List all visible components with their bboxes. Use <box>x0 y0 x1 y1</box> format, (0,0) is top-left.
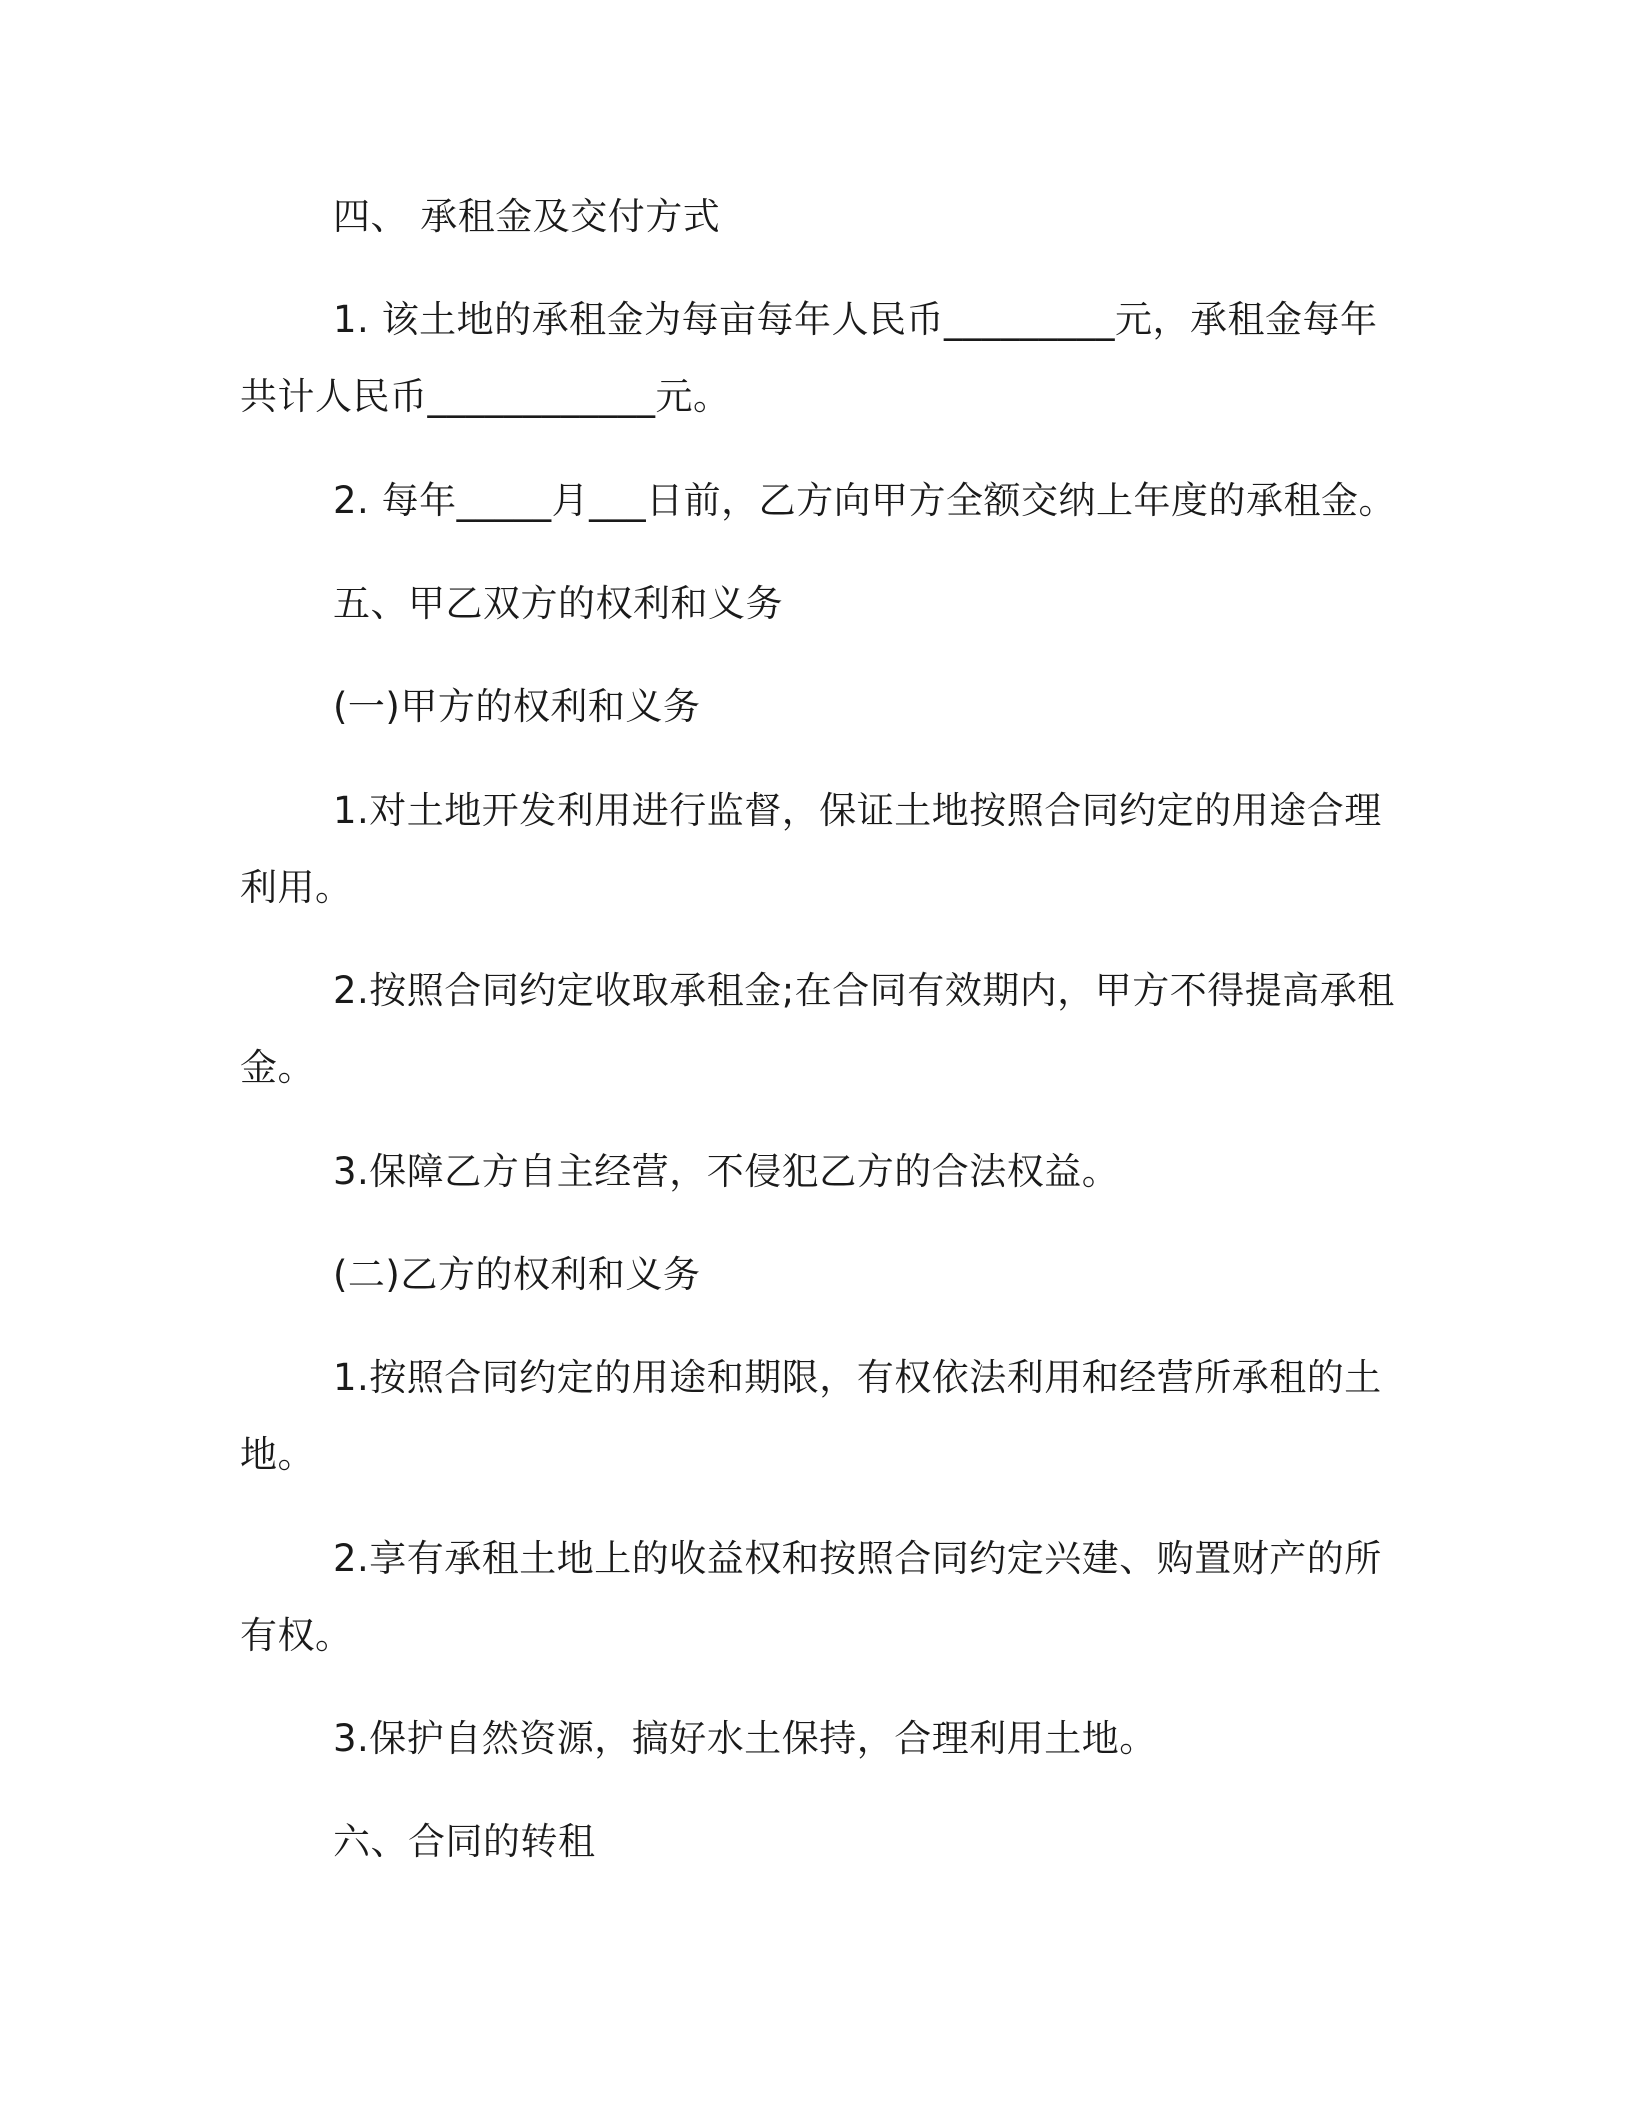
clause-rent-total: 共计人民币____________元。 <box>240 375 731 418</box>
clause-payment-date: 2. 每年_____月___日前，乙方向甲方全额交纳上年度的承租金。 <box>333 479 1397 522</box>
party-a-clause-2: 2.按照合同约定收取承租金;在合同有效期内，甲方不得提高承租 <box>333 969 1395 1012</box>
party-b-clause-1-cont: 地。 <box>240 1433 315 1476</box>
party-b-clause-3: 3.保护自然资源，搞好水土保持，合理利用土地。 <box>333 1717 1157 1760</box>
section-heading-rights-obligations: 五、甲乙双方的权利和义务 <box>333 582 783 625</box>
section-heading-rent-payment: 四、 承租金及交付方式 <box>333 195 721 238</box>
party-b-clause-2-cont: 有权。 <box>240 1614 353 1657</box>
party-b-clause-1: 1.按照合同约定的用途和期限，有权依法利用和经营所承租的土 <box>333 1356 1382 1399</box>
section-heading-sublease: 六、合同的转租 <box>333 1820 596 1863</box>
party-a-clause-1: 1.对土地开发利用进行监督，保证土地按照合同约定的用途合理 <box>333 789 1382 832</box>
party-a-clause-2-cont: 金。 <box>240 1046 315 1089</box>
party-a-clause-3: 3.保障乙方自主经营，不侵犯乙方的合法权益。 <box>333 1150 1120 1193</box>
subheading-party-b: (二)乙方的权利和义务 <box>333 1253 701 1296</box>
clause-rent-per-mu: 1. 该土地的承租金为每亩每年人民币_________元，承租金每年 <box>333 298 1378 341</box>
subheading-party-a: (一)甲方的权利和义务 <box>333 685 701 728</box>
party-b-clause-2: 2.享有承租土地上的收益权和按照合同约定兴建、购置财产的所 <box>333 1537 1382 1580</box>
party-a-clause-1-cont: 利用。 <box>240 866 353 909</box>
